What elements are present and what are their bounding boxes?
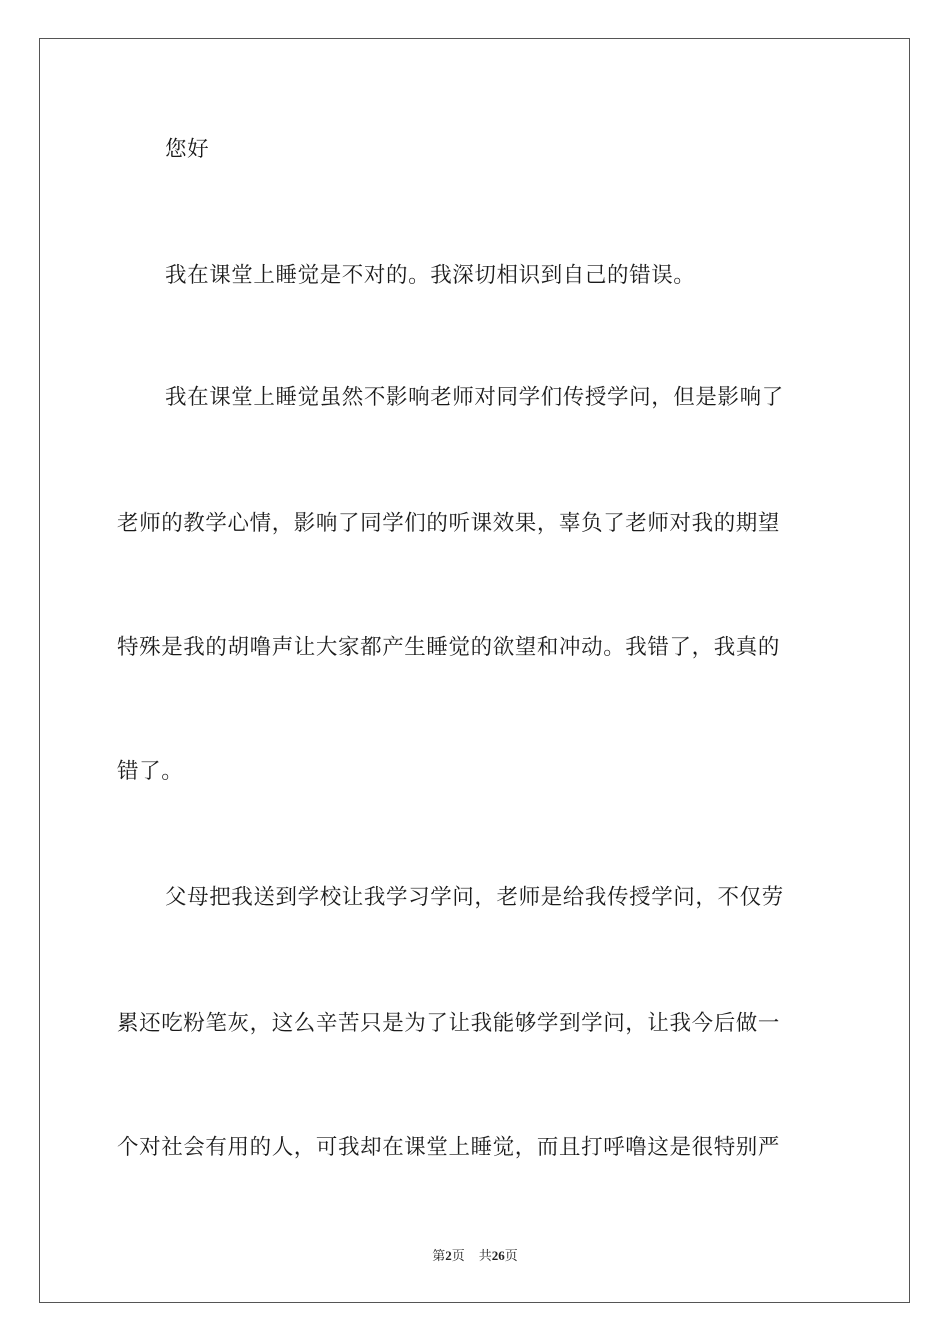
paragraph-3-line-1: 父母把我送到学校让我学习学问，老师是给我传授学问，不仅劳 (165, 885, 784, 910)
page-prefix: 第 (432, 1249, 446, 1264)
total-pages: 26 (491, 1248, 505, 1263)
paragraph-2-line-1: 我在课堂上睡觉虽然不影响老师对同学们传授学问，但是影响了 (165, 385, 784, 410)
paragraph-2-line-3: 特殊是我的胡噜声让大家都产生睡觉的欲望和冲动。我错了，我真的 (117, 635, 781, 660)
page-footer (0, 1248, 950, 1265)
total-suffix: 页 (504, 1249, 518, 1264)
page-suffix: 页 (451, 1249, 465, 1264)
greeting-line: 您好 (165, 137, 210, 162)
paragraph-3-line-2: 累还吃粉笔灰，这么辛苦只是为了让我能够学到学问，让我今后做一 (117, 1011, 781, 1036)
paragraph-2-line-4: 错了。 (117, 759, 184, 784)
paragraph-2-line-2: 老师的教学心情，影响了同学们的听课效果，辜负了老师对我的期望 (117, 511, 781, 536)
page-number: 2 (445, 1248, 452, 1263)
total-prefix: 共 (478, 1249, 492, 1264)
paragraph-3-line-3: 个对社会有用的人，可我却在课堂上睡觉，而且打呼噜这是很特别严 (117, 1135, 781, 1160)
page-border (39, 38, 910, 1303)
paragraph-1-line-1: 我在课堂上睡觉是不对的。我深切相识到自己的错误。 (165, 263, 696, 288)
